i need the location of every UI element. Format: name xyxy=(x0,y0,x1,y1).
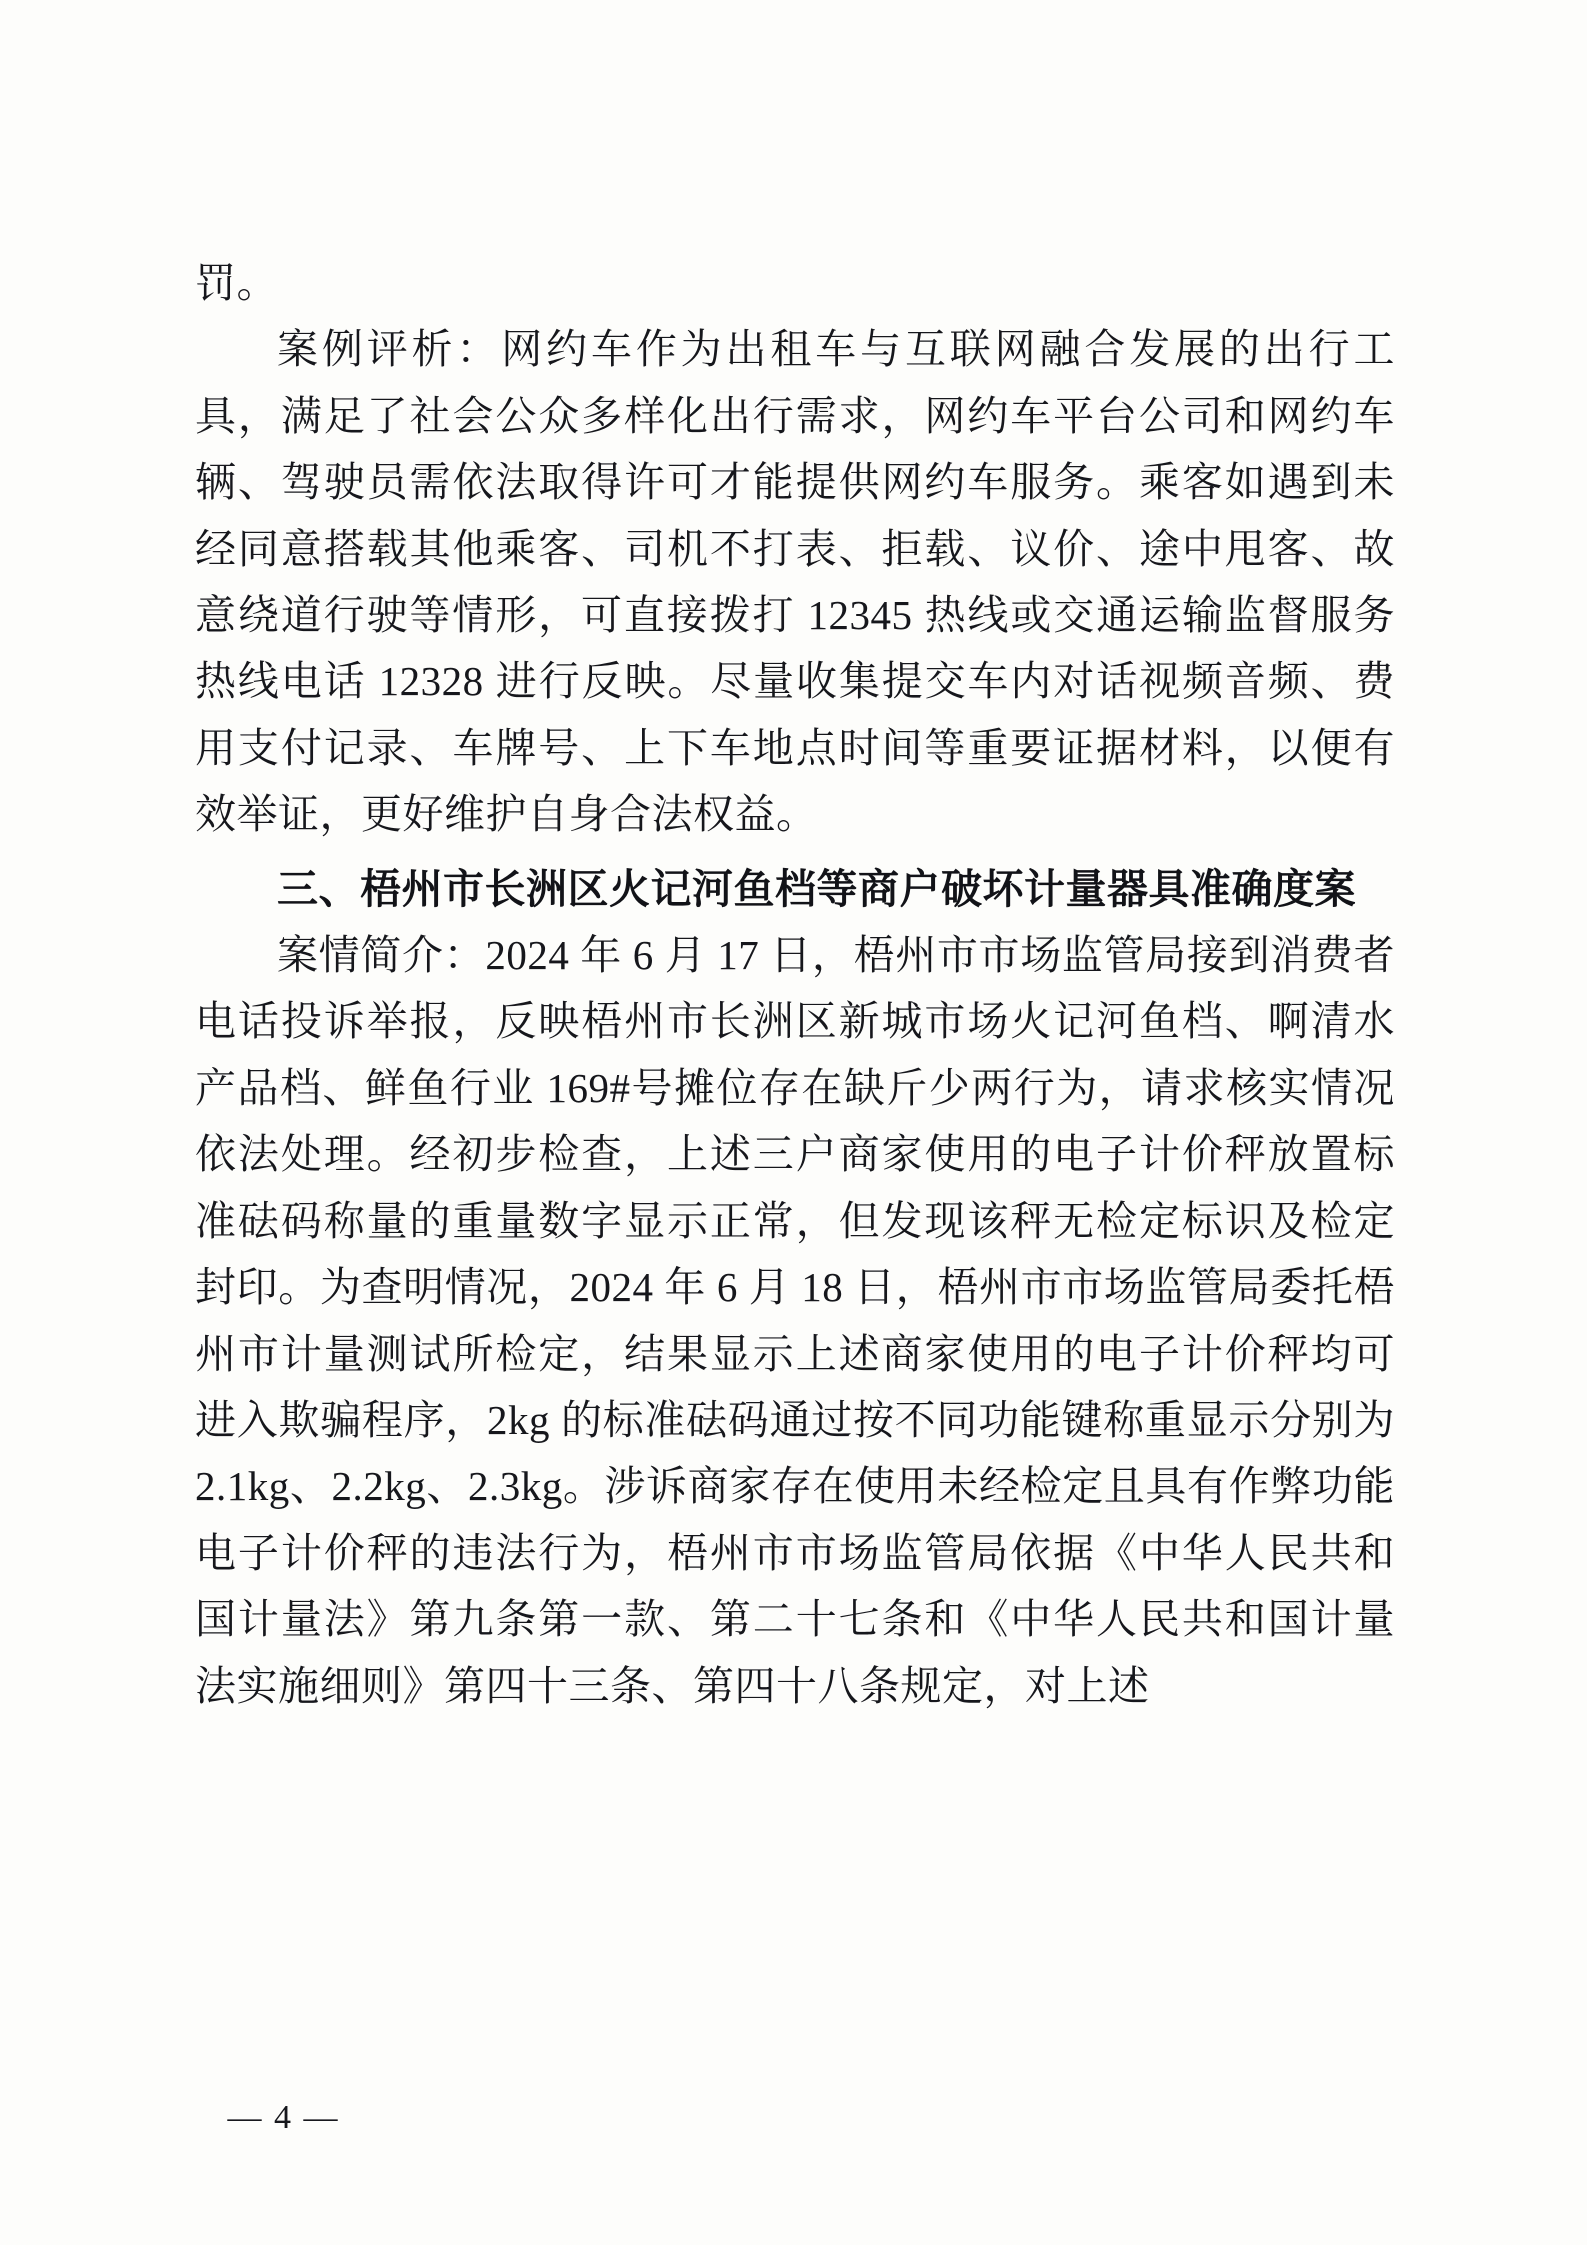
paragraph-case-analysis: 案例评析：网约车作为出租车与互联网融合发展的出行工具，满足了社会公众多样化出行需求，网约车平台公司和网约车辆、驾驶员需依法取得许可才能提供网约车服务。乘客如遇到未经同意搭载其他乘客、司机不打表、拒载、议价、途中甩客、故意绕道行驶等情形，可直接拨打 12345 热线或交通运输监督服务热线电话 12328 进行反映。尽量收集提交车内对话视频音频、费用支付记录、车牌号、上下车地点时间等重要证据材料，以便有效举证，更好维护自身合法权益。 xyxy=(195,326,1395,838)
section-heading: 三、梧州市长洲区火记河鱼档等商户破坏计量器具准确度案 xyxy=(277,865,1356,912)
page-content xyxy=(195,250,1395,1719)
paragraph-continuation: 罚。 xyxy=(195,260,278,306)
page-footer xyxy=(0,2099,1587,2137)
page-number: — 4 — xyxy=(227,2099,340,2136)
paragraph-case-brief: 案情简介：2024 年 6 月 17 日，梧州市市场监管局接到消费者电话投诉举报，反映梧州市长洲区新城市场火记河鱼档、啊清水产品档、鲜鱼行业 169#号摊位存在缺斤少两行为，请求核实情况依法处理。经初步检查，上述三户商家使用的电子计价秤放置标准砝码称量的重量数字显示正常，但发现该秤无检定标识及检定封印。为查明情况，2024 年 6 月 18 日，梧州市市场监管局委托梧州市计量测试所检定，结果显示上述商家使用的电子计价秤均可进入欺骗程序，2kg 的标准砝码通过按不同功能键称重显示分别为 2.1kg、2.2kg、2.3kg。涉诉商家存在使用未经检定且具有作弊功能电子计价秤的违法行为，梧州市市场监管局依据《中华人民共和国计量法》第九条第一款、第二十七条和《中华人民共和国计量法实施细则》第四十三条、第四十八条规定，对上述 xyxy=(195,932,1395,1709)
